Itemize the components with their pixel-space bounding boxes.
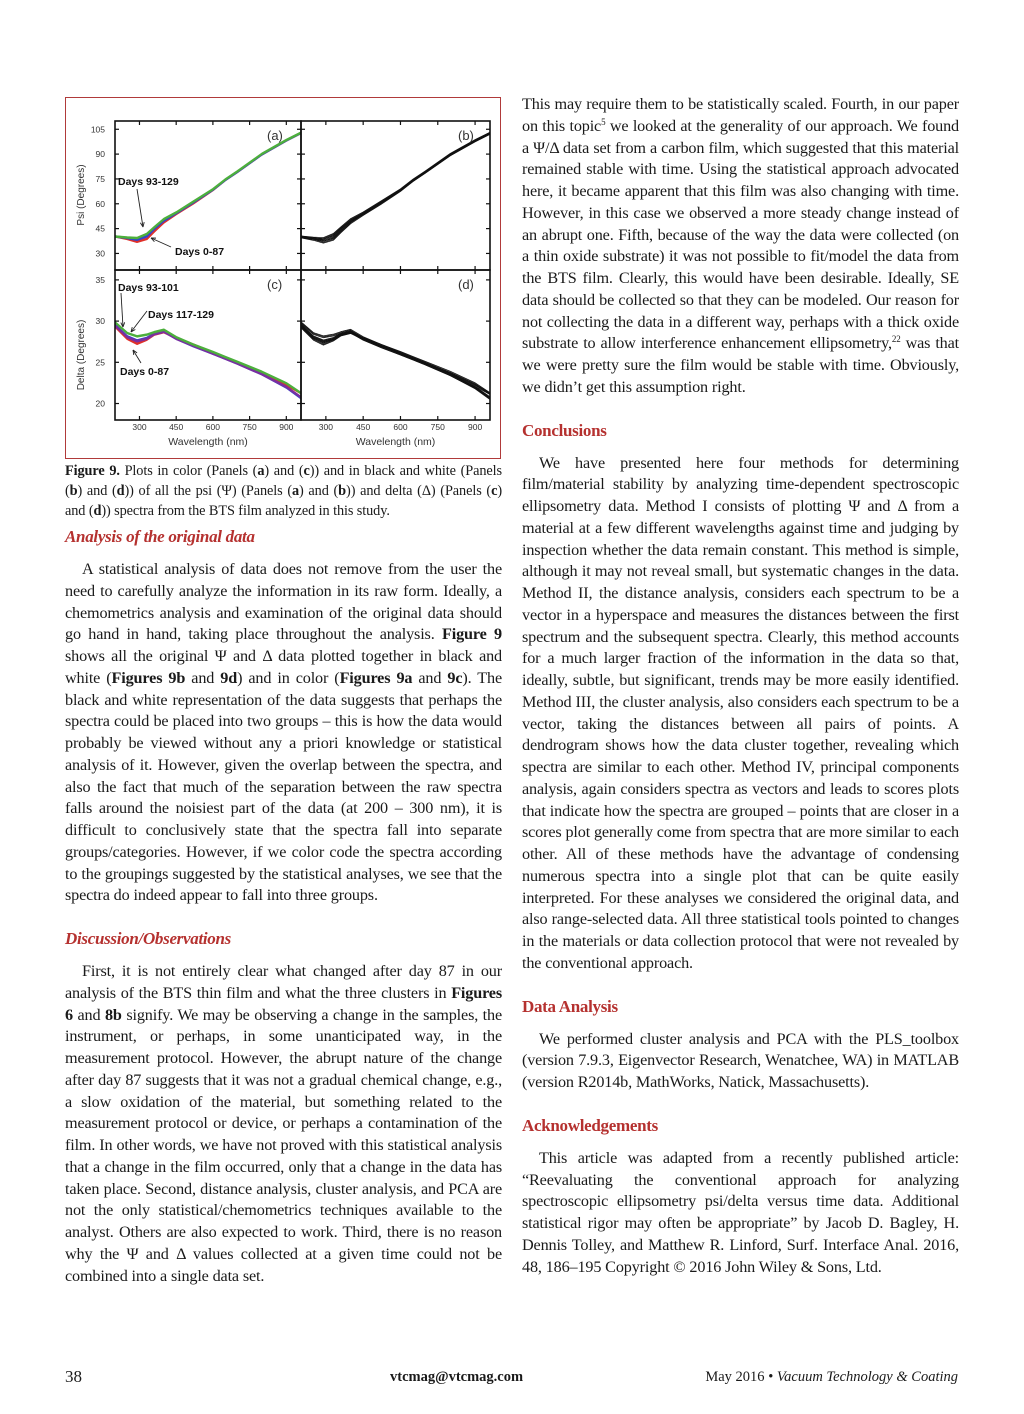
- panel-frame: [301, 121, 490, 270]
- caption-text: ) and (: [264, 463, 304, 479]
- series-line-days-117-129: [301, 322, 490, 393]
- figure-reference: 9d: [220, 668, 238, 687]
- heading-analysis-original-data: Analysis of the original data: [65, 527, 255, 546]
- y-tick-label: 30: [95, 315, 105, 326]
- figure-9: [65, 97, 501, 459]
- panel-label-c: (c): [266, 276, 282, 292]
- caption-text: Plots in color (Panels (: [119, 463, 258, 479]
- y-tick-label: 75: [95, 173, 105, 184]
- paragraph-discussion: [65, 961, 502, 1287]
- figure-reference: 9c: [447, 668, 463, 687]
- y-tick-label: 30: [95, 247, 105, 258]
- x-tick-label: 450: [168, 421, 183, 432]
- series-line-days-93-101-b-: [115, 326, 301, 398]
- citation-superscript: 5: [601, 116, 606, 127]
- annotation-arrow: [131, 311, 147, 332]
- right-column: [522, 94, 959, 1278]
- caption-text: )) and delta (Δ) (Panels (: [346, 483, 492, 499]
- annotation-days-93-129: Days 93-129: [117, 175, 179, 188]
- text-run: and: [412, 668, 448, 687]
- panel-label-a: (a): [266, 127, 283, 143]
- x-axis-label: Wavelength (nm): [167, 435, 248, 448]
- text-run: was that we were pretty sure the film would be stable with time. Obviously, we didn’t get this assumption right.: [522, 334, 959, 396]
- caption-text: ) and (: [77, 483, 117, 499]
- y-tick-label: 60: [95, 198, 105, 209]
- panel-label-d: (d): [457, 276, 474, 292]
- text-run: we looked at the generality of our approach. We found a Ψ/Δ data set from a carbon film, which suggested that this material remained stable with time. Using the statistical approach advocated here, it became apparent that this film was also changing with time. However, in this case we observed a more steady change instead of an abrupt one. Fifth, because of the way the data were collected (on a thin oxide substrate) it was not possible to fit/model the data from the BTS film. Clearly, this would have been desirable. Ideally, SE data should be collected so that they can be modeled. Our reason for not collecting the data in a different way, perhaps with a thick oxide substrate to allow interference enhancement ellipsometry,: [522, 116, 959, 353]
- caption-text: )) and in black and white (Panels (: [65, 463, 502, 499]
- caption-panel-ref: c: [491, 483, 498, 499]
- series-line-days-93-101-b-: [301, 326, 490, 398]
- caption-panel-ref: a: [257, 463, 265, 479]
- series-line-days-0-87: [115, 326, 301, 393]
- y-tick-label: 45: [95, 223, 105, 234]
- series-line-days-93-101: [301, 134, 490, 241]
- caption-panel-ref: c: [303, 463, 310, 479]
- series-line-days-0-87: [301, 134, 490, 243]
- figure-reference: Figures 9b: [111, 668, 186, 687]
- figure-reference: 8b: [104, 1005, 122, 1024]
- x-tick-label: 900: [278, 421, 293, 432]
- series-line-days-117-129: [115, 322, 301, 393]
- text-run: First, it is not entirely clear what changed after day 87 in our analysis of the BTS thin film and what the three clusters in: [65, 962, 502, 1002]
- paragraph-continued: [522, 94, 959, 399]
- y-tick-label: 90: [95, 148, 105, 159]
- text-run: This may require them to be statistically scaled. Fourth, in our paper on this topic: [522, 95, 959, 135]
- footer-date: May 2016: [705, 1369, 765, 1385]
- series-line-days-93-101: [301, 324, 490, 397]
- caption-panel-ref: d: [93, 503, 102, 519]
- annotation-arrow: [133, 350, 141, 363]
- caption-panel-ref: a: [291, 483, 300, 499]
- y-tick-label: 105: [90, 123, 105, 134]
- footer-journal: Vacuum Technology & Coating: [776, 1369, 958, 1385]
- footer-publication: [705, 1369, 958, 1386]
- page-number: 38: [65, 1367, 82, 1386]
- x-tick-label: 750: [430, 421, 445, 432]
- series-line-days-93-101: [301, 325, 490, 398]
- figure-reference: Figure 9: [442, 625, 502, 644]
- annotation-days-93-101: Days 93-101: [117, 281, 179, 294]
- heading-data-analysis: Data Analysis: [522, 996, 618, 1016]
- psi-axis-label: Psi (Degrees): [75, 163, 87, 226]
- heading-conclusions: Conclusions: [522, 420, 607, 440]
- text-run: ) and in color (: [237, 668, 340, 687]
- x-tick-label: 600: [392, 421, 408, 432]
- text-run: ). The black and white representation of the data suggests that perhaps the spectra could be placed into two groups – this is how the data would probably be viewed without any a priori knowledge or statistical analysis of it. However, given the overlap between the spectra, and also the fact that much of the separation between the raw spectra falls around the noisiest part of the data (at 200 – 300 nm), it is difficult to conclusively state that the spectra fall into separate groups/categories. However, if we color code the spectra according to the groupings suggested by the statistical analyses, we see that the spectra do indeed appear to fall into three groups.: [65, 668, 503, 905]
- footer-email[interactable]: vtcmag@vtcmag.com: [390, 1369, 524, 1385]
- panel-label-b: (b): [457, 127, 474, 143]
- x-tick-label: 300: [318, 421, 333, 432]
- footer-bullet: •: [768, 1369, 774, 1385]
- text-run: We performed cluster analysis and PCA with the PLS_toolbox (version 7.9.3, Eigenvector Research, Wenatchee, WA) in MATLAB (version R2014b, MathWorks, Natick, Massachusetts).: [522, 1029, 959, 1091]
- caption-panel-ref: b: [69, 483, 78, 499]
- figure-9-plot: [65, 97, 501, 459]
- panel-frame: [301, 270, 490, 420]
- y-tick-label: 25: [95, 356, 105, 367]
- x-tick-label: 600: [205, 421, 220, 432]
- caption-panel-ref: b: [338, 483, 347, 499]
- annotation-days-0-87-psi: Days 0-87: [174, 245, 224, 258]
- figure-caption: [65, 461, 502, 521]
- text-run: This article was adapted from a recently published article: “Reevaluating the conventional approach for analyzing spectroscopic ellipsometry psi/delta versus time data. Additional statistical rigor may often be appropriate” by Jacob D. Bagley, H. Dennis Tolley, and Matthew R. Linford, Surf. Interface Anal. 2016, 48, 186–195 Copyright © 2016 John Wiley & Sons, Ltd.: [522, 1148, 959, 1276]
- paragraph-acknowledgements: [522, 1148, 959, 1279]
- x-axis-label: Wavelength (nm): [355, 435, 435, 448]
- caption-text: ) and (: [299, 483, 339, 499]
- text-run: We have presented here four methods for determining film/material stability by analyzing time-dependent spectroscopic ellipsometry data. Method I consists of plotting Ψ and Δ from a material at a few different wavelengths against time and judging by inspection whether the data remain constant. This method is simple, although it may not reveal small, but systematic changes in the data. Method II, the distance analysis, considers each spectrum to be a vector in a hyperspace and measures the distances between the first spectrum and the subsequent spectra. Clearly, this method accounts for a much larger fraction of the information in the data so that, ideally, subtle, but significant, trends may be more easily identified. Method III, the cluster analysis, also considers each spectrum to be a vector, taking the distances between all pairs of points. A dendrogram shows how the data cluster together, revealing which spectra are similar to each other. Method IV, principal components analysis, again considers spectra as vectors and leads to scores plots that indicate how the spectra are grouped – points that are closer in a scores plot generally come from spectra that are more similar to each other. All of these methods have the advantage of condensing numerous spectra into a single plot that can be quite easily interpreted. For these analyses we considered the original data, and also range-selected data. All three statistical tools pointed to changes in the materials or data collection protocol that were not revealed by the conventional approach.: [522, 453, 959, 972]
- x-tick-label: 450: [355, 421, 370, 432]
- paragraph-data-analysis: [522, 1029, 959, 1094]
- annotation-days-0-87-delta: Days 0-87: [119, 365, 169, 378]
- series-line-days-117-129: [301, 323, 490, 394]
- text-run: and: [185, 668, 221, 687]
- left-column: [65, 527, 502, 1287]
- text-run: A statistical analysis of data does not remove from the user the need to carefully analyze the information in its raw form. Ideally, a chemometrics analysis and examination of the original data should go hand in hand, taking place throughout the analysis.: [65, 560, 502, 644]
- x-tick-label: 900: [467, 421, 482, 432]
- annotation-arrow: [121, 293, 123, 327]
- annotation-arrow: [137, 189, 143, 227]
- text-run: shows all the original Ψ and Δ data plotted together in black and white (: [65, 647, 502, 687]
- x-tick-label: 750: [242, 421, 257, 432]
- delta-axis-label: Delta (Degrees): [75, 319, 87, 390]
- caption-text: )) spectra from the BTS film analyzed in this study.: [101, 503, 390, 519]
- figure-reference: Figures 9a: [339, 668, 413, 687]
- text-run: and: [72, 1005, 105, 1024]
- y-tick-label: 35: [95, 274, 105, 285]
- caption-text: ) and (: [65, 483, 502, 519]
- series-line-days-0-87: [301, 327, 490, 394]
- series-line-days-93-101: [301, 326, 490, 399]
- caption-label: Figure 9.: [65, 463, 120, 479]
- paragraph-conclusions: [522, 453, 959, 975]
- citation-superscript: 22: [891, 334, 901, 345]
- caption-panel-ref: d: [116, 483, 125, 499]
- panel-b: [301, 121, 490, 270]
- figure-reference: Figures 6: [65, 983, 502, 1024]
- heading-discussion: Discussion/Observations: [65, 929, 231, 948]
- series-line-days-117-129: [115, 321, 301, 392]
- heading-acknowledgements: Acknowledgements: [522, 1115, 658, 1135]
- y-tick-label: 20: [95, 398, 105, 409]
- annotation-days-117-129: Days 117-129: [147, 308, 214, 321]
- x-tick-label: 300: [131, 421, 147, 432]
- text-run: signify. We may be observing a change in the samples, the instrument, or perhaps, in some unanticipated way, in the measurement protocol. However, the abrupt nature of the change after day 87 suggests that it was not a gradual chemical change, e.g., a slow oxidation of the material, but something related to the measurement protocol or device, or perhaps a contamination of the film. In other words, we have not proved with this statistical analysis that a change in the film occurred, only that a change in the data has taken place. Second, distance analysis, cluster analysis, and PCA are not the only statistical/chemometrics techniques available to the analyst. Others are also expected to work. Third, there is no reason why the Ψ and Δ values collected at a given time could not be combined into a single data set.: [65, 1005, 502, 1285]
- caption-text: )) of all the psi (Ψ) (Panels (: [124, 483, 292, 499]
- paragraph-analysis: [65, 559, 502, 907]
- annotation-arrow: [151, 238, 171, 247]
- panel-d: [301, 270, 490, 420]
